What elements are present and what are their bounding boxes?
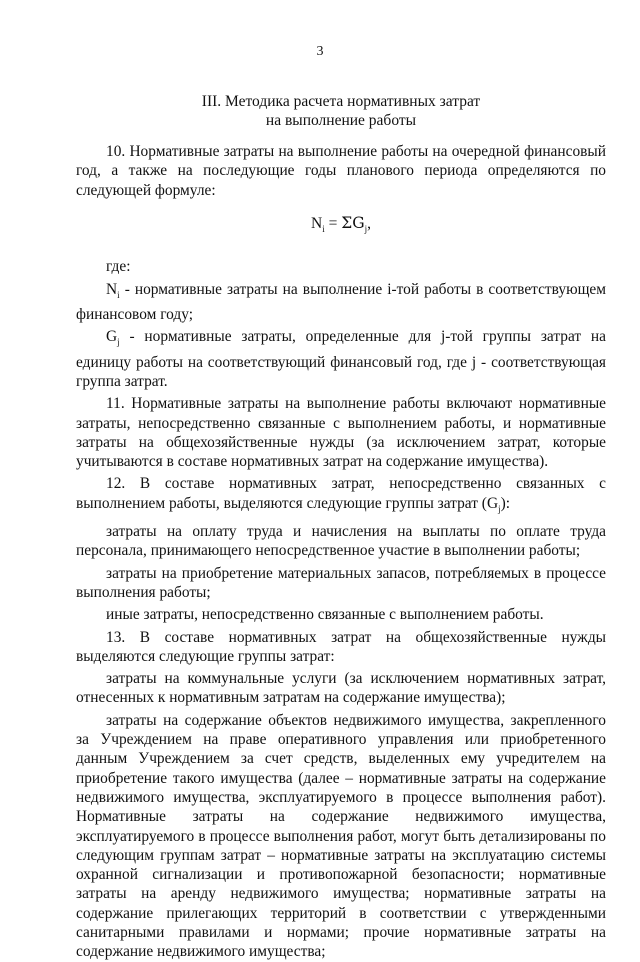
definition-N xyxy=(76,280,606,325)
definition-G xyxy=(76,327,606,391)
formula-comma: , xyxy=(367,214,371,232)
formula-equals: = xyxy=(324,214,342,232)
formula xyxy=(76,214,606,239)
paragraph-12 xyxy=(76,474,606,519)
page-number: 3 xyxy=(316,44,324,59)
formula-N-sub: i xyxy=(322,223,325,234)
section-heading-line-2: на выполнение работы xyxy=(265,112,417,129)
p13-item-1: затраты на коммунальные услуги (за исключением нормативных затрат, отнесенных к нормативным затратам на содержание имущества); xyxy=(76,670,606,707)
formula-sum: ΣG xyxy=(341,213,365,232)
definition-G-text: - нормативные затраты, определенные для j-той группы затрат на единицу работы на соответствующий финансовый год, где j - соответствующая группа затрат. xyxy=(76,328,606,390)
paragraph-12-tail: ): xyxy=(500,494,510,512)
paragraph-12-text: 12. В составе нормативных затрат, непосредственно связанных с выполнением работы, выделяются следующие группы затрат ( xyxy=(76,475,606,512)
where-label: где: xyxy=(106,258,131,276)
formula-G-sub: j xyxy=(364,223,368,234)
paragraph-11: 11. Нормативные затраты на выполнение работы включают нормативные затраты, непосредственно связанные с выполнением работы, и нормативные затраты на общехозяйственные нужды (за исключением затрат, которые учитываются в составе нормативных затрат на содержание имущества). xyxy=(76,395,606,471)
paragraph-10: 10. Нормативные затраты на выполнение работы на очередной финансовый год, а также на последующие годы планового периода определяются по следующей формуле: xyxy=(76,143,606,199)
p12-item-1: затраты на оплату труда и начисления на выплаты по оплате труда персонала, принимающего непосредственное участие в выполнении работы; xyxy=(76,523,606,560)
p12-item-3: иные затраты, непосредственно связанные с выполнением работы. xyxy=(106,606,544,624)
p13-item-2: затраты на содержание объектов недвижимого имущества, закрепленного за Учреждением на праве оперативного управления или приобретенного данным Учреждением за счет средств, выделенных ему учредителем на приобретение такого имущества (далее – нормативные затраты на содержание недвижимого имущества, эксплуатируемого в процессе выполнения работ). Нормативные затраты на содержание недвижимого имущества, эксплуатируемого в процессе выполнения работ, могут быть детализированы по следующим группам затрат – нормативные затраты на эксплуатацию системы охранной сигнализации и противопожарной безопасности; нормативные затраты на аренду недвижимого имущества; нормативные затраты на содержание прилегающих территорий в соответствии с утвержденными санитарными правилами и нормами; прочие нормативные затраты на содержание недвижимого имущества; xyxy=(76,711,606,961)
formula-N: N xyxy=(311,214,323,232)
definition-G-symbol: G xyxy=(106,328,118,346)
p12-item-2: затраты на приобретение материальных запасов, потребляемых в процессе выполнения работы; xyxy=(76,564,606,601)
paragraph-13: 13. В составе нормативных затрат на общехозяйственные нужды выделяются следующие группы затрат: xyxy=(76,628,606,665)
section-heading xyxy=(76,92,606,130)
definition-N-text: - нормативные затраты на выполнение i-той работы в соответствующем финансовом году; xyxy=(76,280,606,323)
paragraph-12-sub: j xyxy=(498,503,501,514)
section-heading-line-1: III. Методика расчета нормативных затрат xyxy=(201,93,481,110)
paragraph-12-symbol: G xyxy=(486,494,499,512)
definition-N-symbol: N xyxy=(106,280,118,298)
definition-N-sub: i xyxy=(117,289,120,300)
document-body xyxy=(76,142,606,962)
definition-G-sub: j xyxy=(117,337,120,348)
